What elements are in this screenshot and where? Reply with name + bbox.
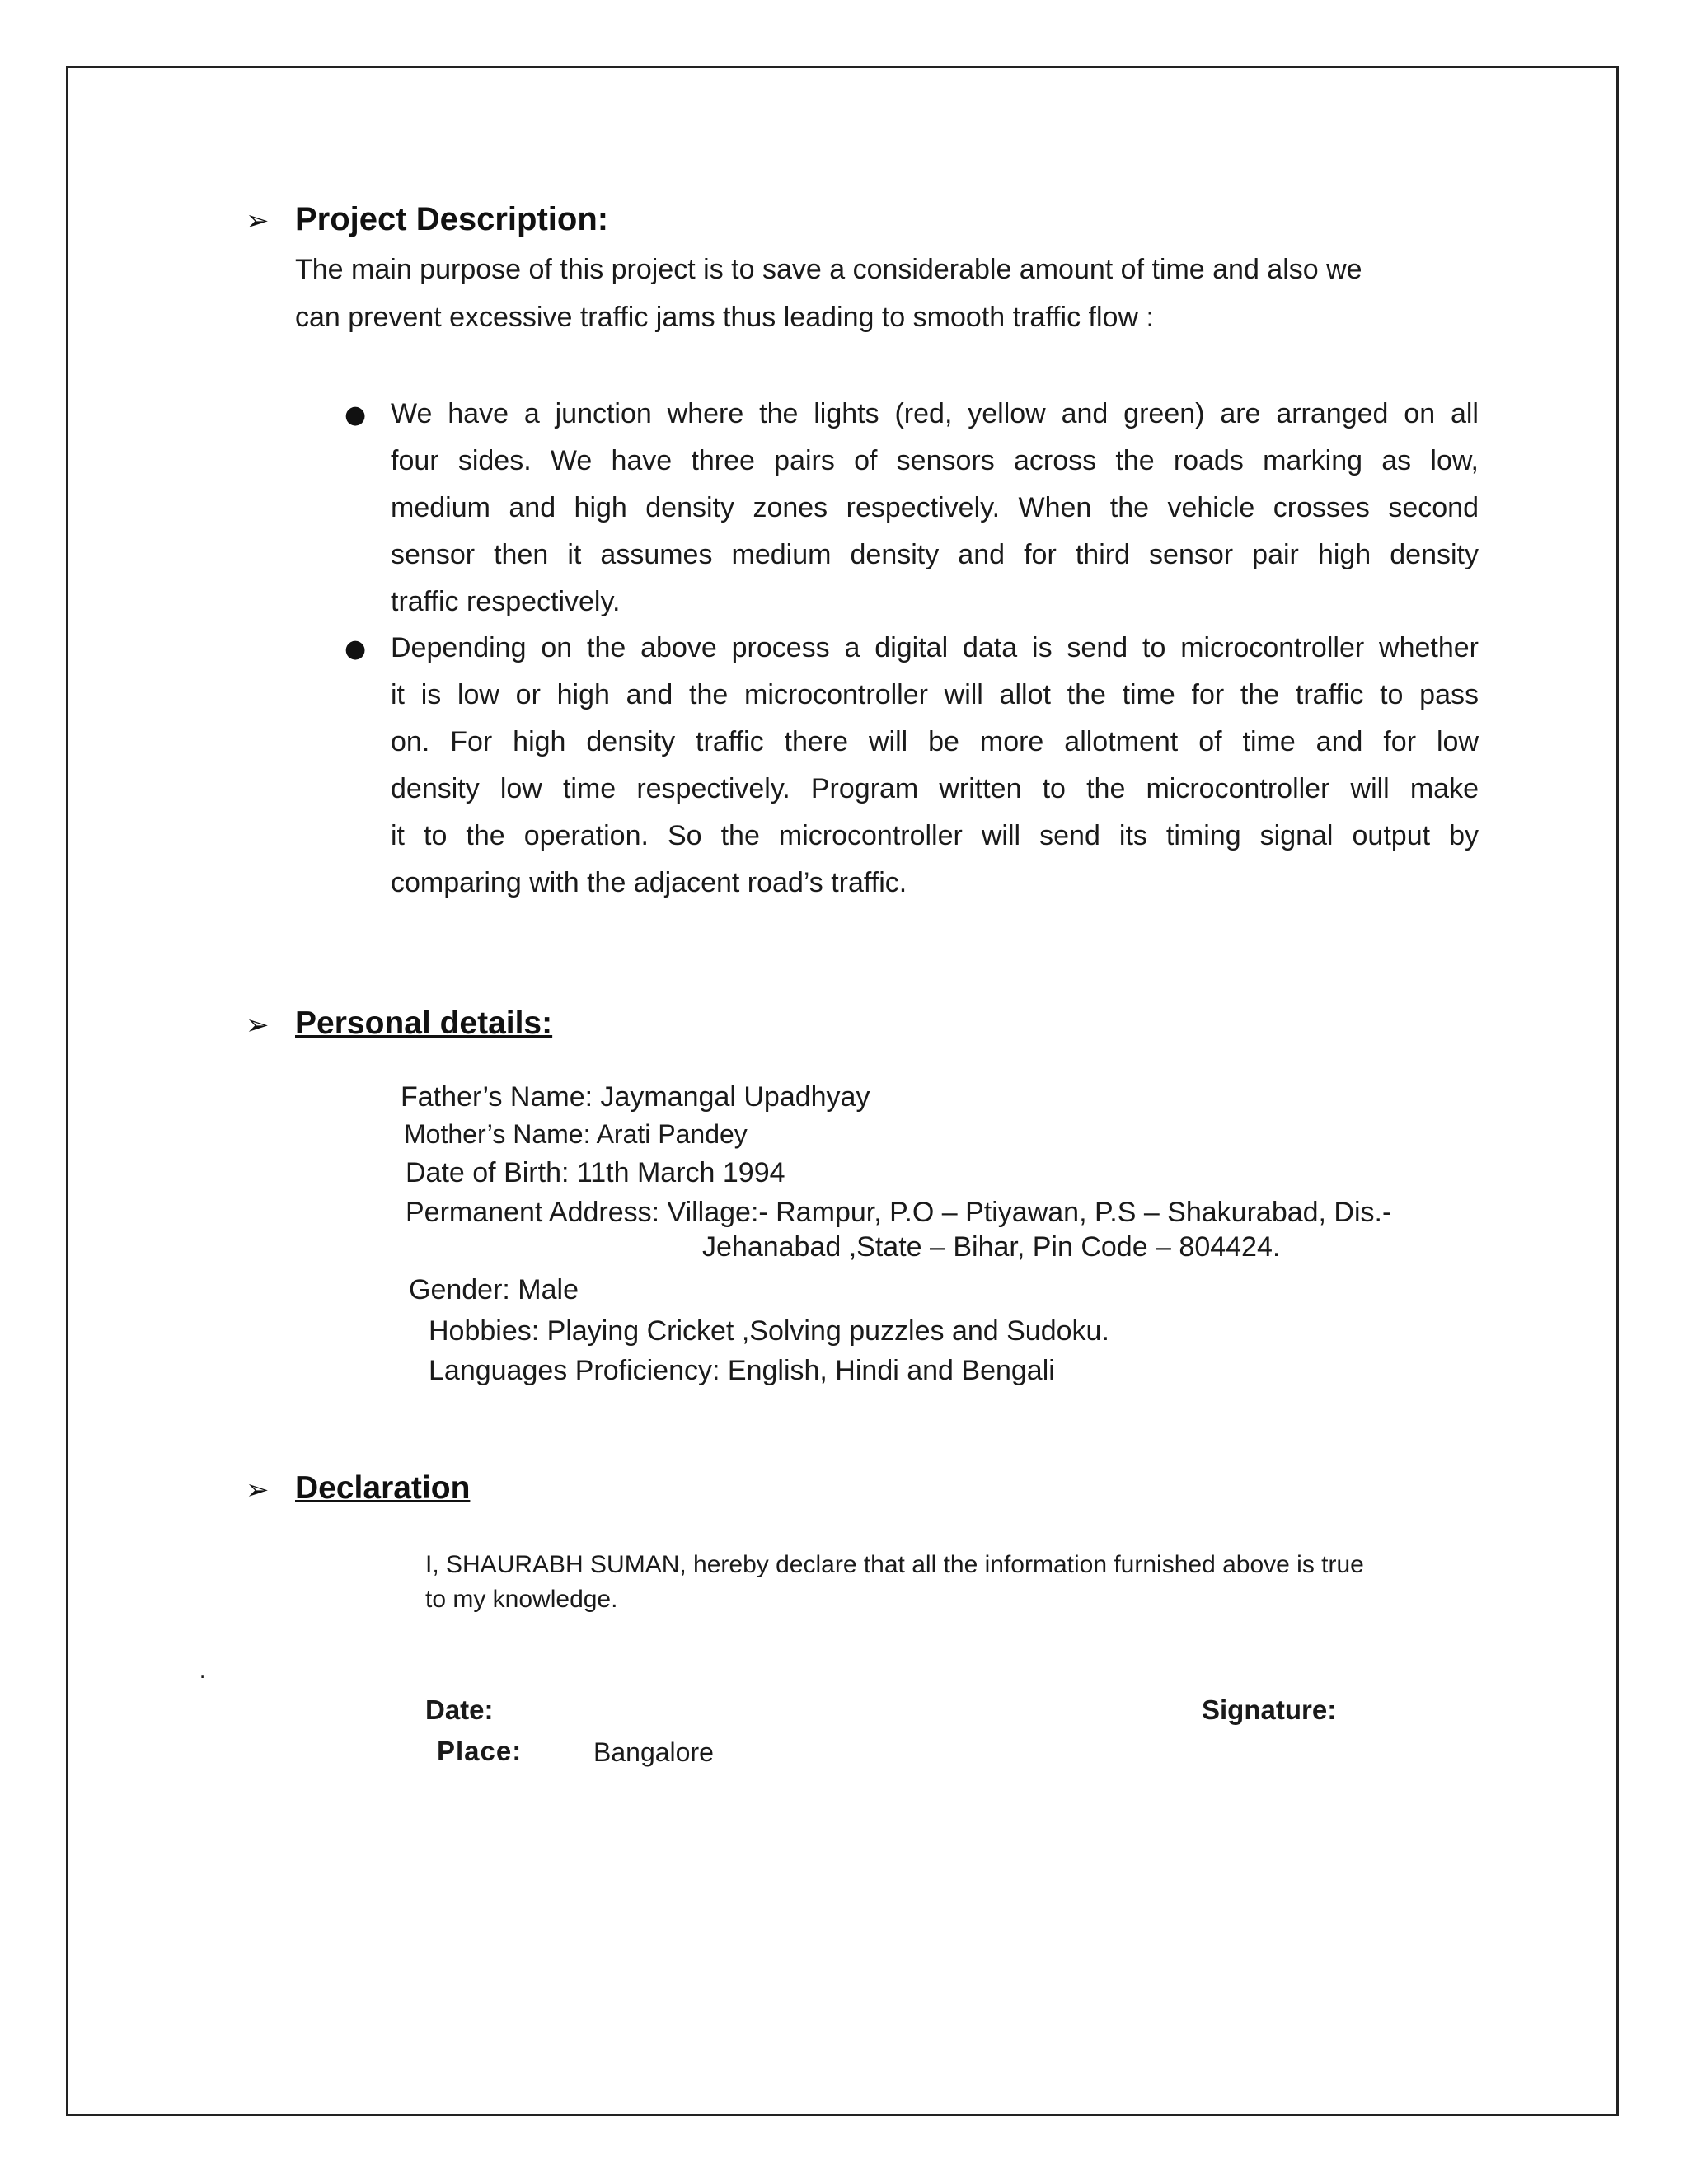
declaration-line-2: to my knowledge. <box>425 1586 618 1613</box>
stray-dot: . <box>199 1658 206 1683</box>
languages: Languages Proficiency: English, Hindi and Bengali <box>429 1355 1055 1386</box>
bullet-1-line-1: We have a junction where the lights (red, yellow and green) are arranged on all <box>391 398 1479 429</box>
date-of-birth: Date of Birth: 11th March 1994 <box>406 1157 785 1188</box>
arrow-bullet-icon: ➢ <box>246 204 270 237</box>
declaration-text <box>425 1548 1480 1617</box>
filled-circle-bullet-icon: ● <box>345 635 367 663</box>
bullet-2-line-1: Depending on the above process a digital data is send to microcontroller whether <box>391 632 1479 663</box>
bullet-2-line-4: density low time respectively. Program written to the microcontroller will make <box>391 773 1479 804</box>
address-line-2: Jehanabad ,State – Bihar, Pin Code – 804424. <box>702 1231 1281 1263</box>
bullet-2-line-6: comparing with the adjacent road’s traffic. <box>391 867 907 898</box>
bullet-1-line-5: traffic respectively. <box>391 586 621 617</box>
signature-label: Signature: <box>1202 1694 1337 1725</box>
gender: Gender: Male <box>409 1274 579 1305</box>
filled-circle-bullet-icon: ● <box>345 401 367 429</box>
declaration-heading: Declaration <box>295 1470 471 1506</box>
list-item <box>391 391 1479 626</box>
place-label: Place: <box>437 1736 523 1766</box>
bullet-2-line-3: on. For high density traffic there will be more allotment of time and for low <box>391 726 1479 757</box>
project-intro-line-1: The main purpose of this project is to save a considerable amount of time and also we <box>295 254 1362 285</box>
date-label: Date: <box>425 1694 494 1725</box>
project-heading: Project Description: <box>295 201 609 237</box>
place-value: Bangalore <box>593 1737 714 1767</box>
bullet-1-line-4: sensor then it assumes medium density and for third sensor pair high density <box>391 539 1479 570</box>
declaration-line-1: I, SHAURABH SUMAN, hereby declare that all the information furnished above is true <box>425 1551 1364 1578</box>
list-item <box>391 625 1479 907</box>
bullet-1-line-2: four sides. We have three pairs of sensors across the roads marking as low, <box>391 445 1479 476</box>
address-line-1: Permanent Address: Village:- Rampur, P.O – Ptiyawan, P.S – Shakurabad, Dis.- <box>406 1197 1392 1228</box>
bullet-2-line-5: it to the operation. So the microcontroller will send its timing signal output by <box>391 820 1479 851</box>
mother-name: Mother’s Name: Arati Pandey <box>404 1119 748 1149</box>
project-intro-line-2: can prevent excessive traffic jams thus leading to smooth traffic flow : <box>295 302 1154 333</box>
bullet-2-line-2: it is low or high and the microcontroller will allot the time for the traffic to pass <box>391 679 1479 710</box>
arrow-bullet-icon: ➢ <box>246 1474 270 1507</box>
personal-heading: Personal details: <box>295 1005 553 1041</box>
hobbies: Hobbies: Playing Cricket ,Solving puzzles and Sudoku. <box>429 1315 1109 1347</box>
arrow-bullet-icon: ➢ <box>246 1009 270 1042</box>
father-name: Father’s Name: Jaymangal Upadhyay <box>401 1081 870 1113</box>
bullet-1-line-3: medium and high density zones respectively. When the vehicle crosses second <box>391 492 1479 523</box>
